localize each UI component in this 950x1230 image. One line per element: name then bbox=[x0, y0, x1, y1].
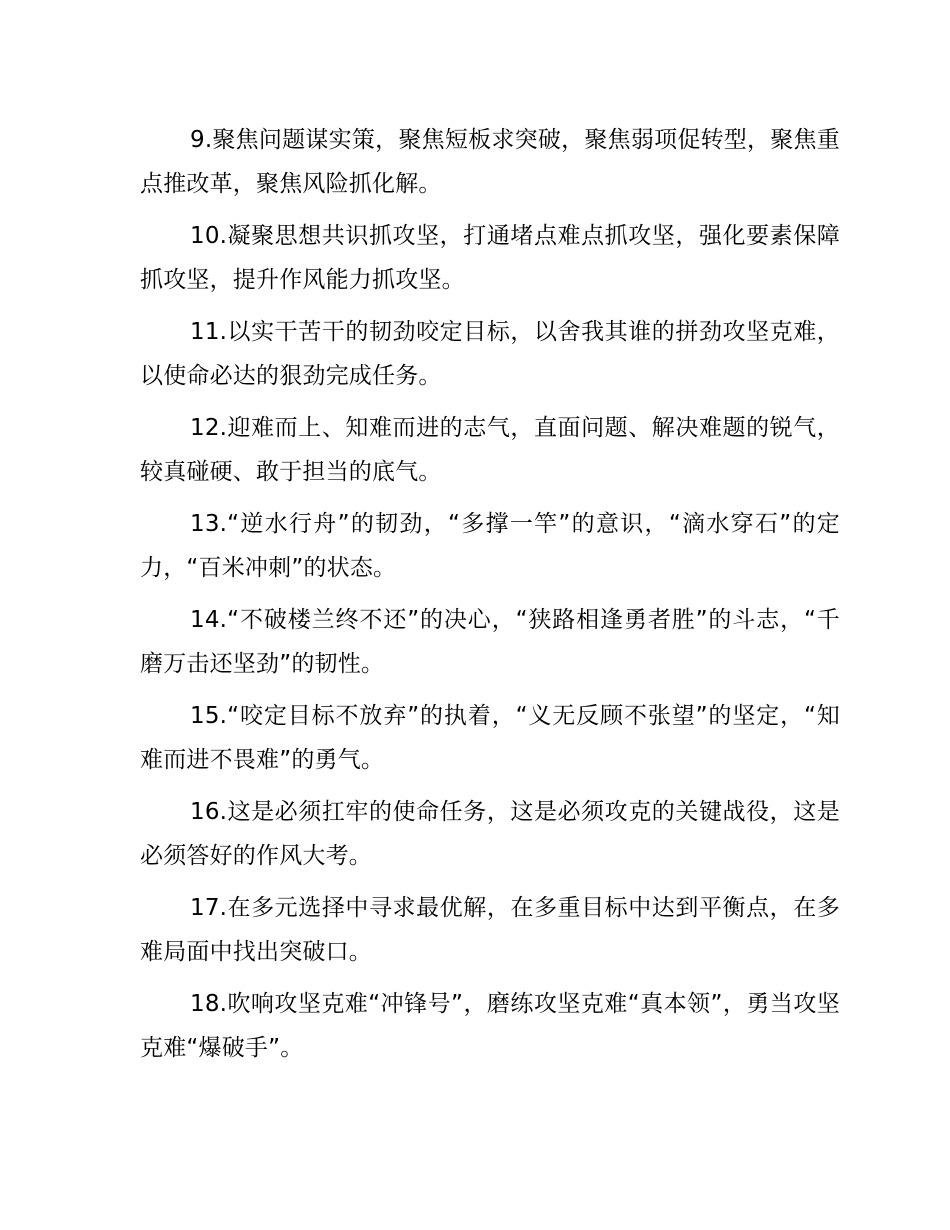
paragraph-9: 9.聚焦问题谋实策，聚焦短板求突破，聚焦弱项促转型，聚焦重点推改革，聚焦风险抓化解。 bbox=[140, 127, 840, 197]
paragraph-14: 14.“不破楼兰终不还”的决心，“狭路相逢勇者胜”的斗志，“千磨万击还坚劲”的韧性。 bbox=[140, 607, 840, 677]
paragraph-15: 15.“咬定目标不放弃”的执着，“义无反顾不张望”的坚定，“知难而进不畏难”的勇气。 bbox=[140, 703, 840, 773]
paragraph-17: 17.在多元选择中寻求最优解，在多重目标中达到平衡点，在多难局面中找出突破口。 bbox=[140, 895, 840, 965]
document-body bbox=[140, 118, 840, 1078]
paragraph-13: 13.“逆水行舟”的韧劲，“多撑一竿”的意识，“滴水穿石”的定力，“百米冲刺”的状态。 bbox=[140, 511, 840, 581]
paragraph-10: 10.凝聚思想共识抓攻坚，打通堵点难点抓攻坚，强化要素保障抓攻坚，提升作风能力抓攻坚。 bbox=[140, 223, 840, 293]
paragraph-18: 18.吹响攻坚克难“冲锋号”，磨练攻坚克难“真本领”，勇当攻坚克难“爆破手”。 bbox=[140, 991, 840, 1061]
paragraph-11: 11.以实干苦干的韧劲咬定目标，以舍我其谁的拼劲攻坚克难，以使命必达的狠劲完成任务。 bbox=[140, 319, 840, 389]
paragraph-16: 16.这是必须扛牢的使命任务，这是必须攻克的关键战役，这是必须答好的作风大考。 bbox=[140, 799, 840, 869]
paragraph-12: 12.迎难而上、知难而进的志气，直面问题、解决难题的锐气，较真碰硬、敢于担当的底气。 bbox=[140, 415, 840, 485]
